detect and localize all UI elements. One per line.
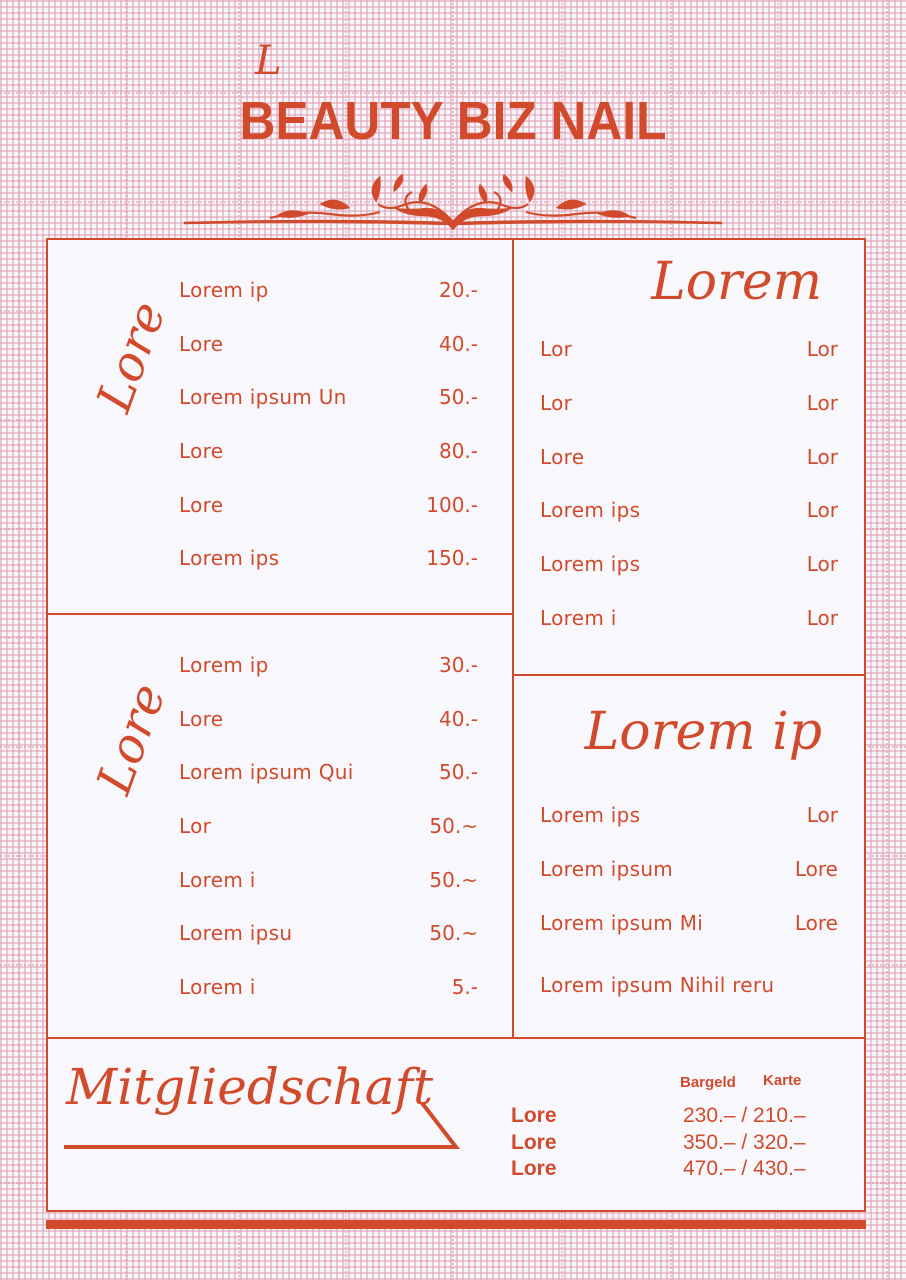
- menu-item-price: 40.-: [438, 707, 478, 731]
- menu-item-price: 100.-: [426, 493, 478, 517]
- menu-item-name: Lorem ips: [179, 546, 280, 570]
- membership-row-label: Lore: [511, 1131, 557, 1154]
- menu-item-price: Lor: [806, 445, 838, 469]
- membership-row-label: Lore: [511, 1104, 557, 1127]
- menu-item-footer-text: Lorem ipsum Nihil reru: [540, 973, 775, 997]
- menu-item-name: Lore: [179, 493, 224, 517]
- section-label-vertical: Lore: [86, 676, 177, 802]
- menu-item-name: Lorem i: [540, 606, 617, 630]
- menu-item-name: Lorem ips: [540, 552, 641, 576]
- menu-item-price: 20.-: [438, 278, 478, 302]
- menu-item-price: Lor: [806, 606, 838, 630]
- logo-mark: L: [255, 38, 282, 84]
- menu-item-price: Lor: [806, 337, 838, 361]
- menu-item-price: Lor: [806, 391, 838, 415]
- menu-item-price: 40.-: [438, 332, 478, 356]
- menu-item-price: 50.-: [438, 385, 478, 409]
- menu-item-name: Lorem ipsum Un: [179, 385, 347, 409]
- menu-item-price: Lor: [806, 552, 838, 576]
- menu-item-name: Lorem ips: [540, 498, 641, 522]
- menu-item-price: 50.-: [438, 760, 478, 784]
- section-heading: Lorem: [651, 252, 822, 312]
- menu-item-name: Lorem ip: [179, 653, 269, 677]
- menu-item-price: 80.-: [438, 439, 478, 463]
- menu-item-price: 30.-: [438, 653, 478, 677]
- bottom-accent-bar: [46, 1220, 866, 1229]
- membership-row-values: 470.– / 430.–: [683, 1157, 806, 1180]
- section-heading: Lorem ip: [584, 702, 822, 762]
- menu-item-price: 50.~: [429, 868, 478, 892]
- page-title: BEAUTY BIZ NAIL: [239, 91, 667, 151]
- section-label-vertical: Lore: [86, 294, 177, 420]
- membership-title: Mitgliedschaft: [66, 1058, 434, 1116]
- membership-row-values: 350.– / 320.–: [683, 1131, 806, 1154]
- menu-item-name: Lorem i: [179, 868, 256, 892]
- menu-item-price: Lore: [794, 911, 838, 935]
- menu-item-name: Lorem ipsum Mi: [540, 911, 704, 935]
- menu-item-name: Lorem ips: [540, 803, 641, 827]
- menu-item-name: Lor: [540, 337, 573, 361]
- menu-item-price: Lore: [794, 857, 838, 881]
- menu-item-price: 50.~: [429, 921, 478, 945]
- menu-item-name: Lore: [179, 332, 224, 356]
- menu-item-price: Lor: [806, 803, 838, 827]
- menu-item-name: Lore: [179, 439, 224, 463]
- membership-row-values: 230.– / 210.–: [683, 1104, 806, 1127]
- menu-item-price: Lor: [806, 498, 838, 522]
- menu-item-name: Lorem i: [179, 975, 256, 999]
- menu-item-name: Lor: [540, 391, 573, 415]
- menu-item-name: Lorem ipsum Qui: [179, 760, 354, 784]
- menu-item-price: 50.~: [429, 814, 478, 838]
- column-header-card: Karte: [763, 1072, 802, 1089]
- menu-item-name: Lore: [540, 445, 585, 469]
- menu-item-price: 150.-: [426, 546, 478, 570]
- menu-item-name: Lorem ipsum: [540, 857, 674, 881]
- floral-ornament-icon: [180, 168, 726, 234]
- menu-item-name: Lorem ip: [179, 278, 269, 302]
- menu-item-name: Lor: [179, 814, 212, 838]
- menu-item-name: Lorem ipsu: [179, 921, 293, 945]
- arrow-icon: [64, 1100, 464, 1152]
- menu-item-price: 5.-: [451, 975, 478, 999]
- menu-item-name: Lore: [179, 707, 224, 731]
- membership-row-label: Lore: [511, 1157, 557, 1180]
- column-header-cash: Bargeld: [680, 1074, 736, 1091]
